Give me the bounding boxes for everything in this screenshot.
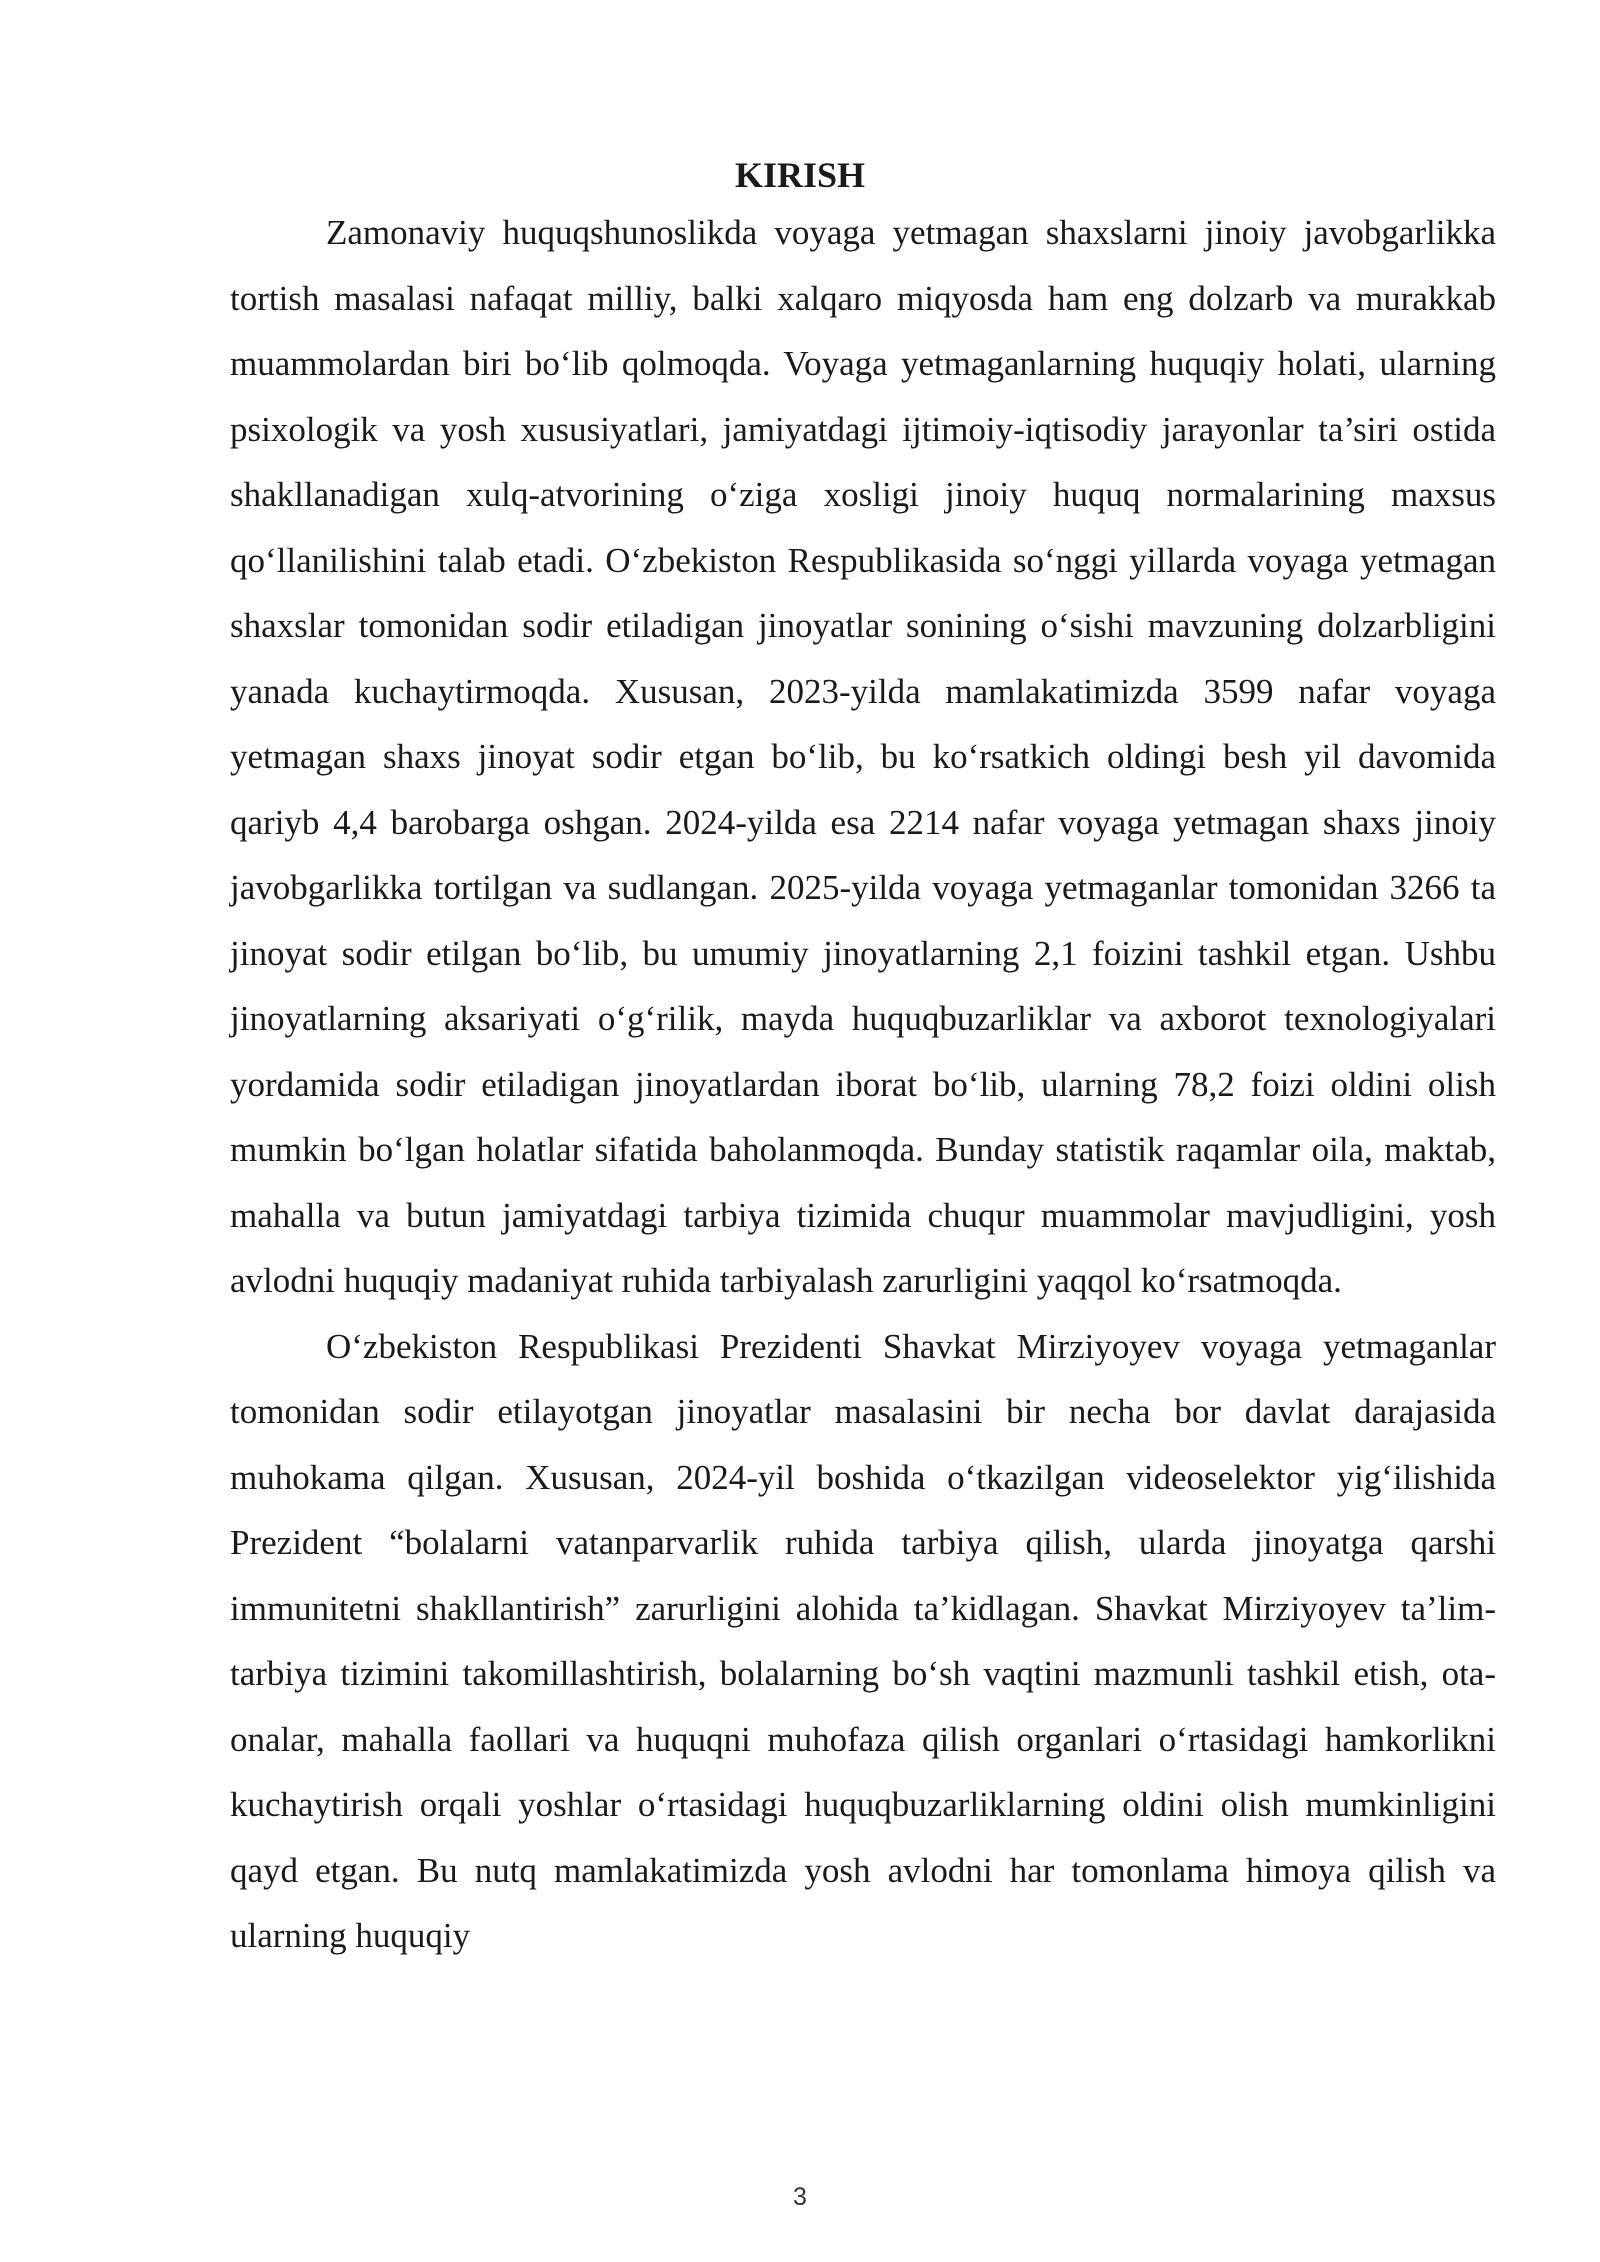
body-text: [230, 200, 1496, 1969]
page-number: 3: [793, 2183, 807, 2211]
section-heading: KIRISH: [734, 155, 866, 195]
paragraph-intro: Zamonaviy huquqshunoslikda voyaga yetmagan shaxslarni jinoiy javobgarlikka tortish masalasi nafaqat milliy, balki xalqaro miqyosda ham eng dolzarb va murakkab muammolardan biri bo‘lib qolmoqda. Voyaga yetmaganlarning huquqiy holati, ularning psixologik va yosh xususiyatlari, jamiyatdagi ijtimoiy-iqtisodiy jarayonlar ta’siri ostida shakllanadigan xulq-atvorining o‘ziga xosligi jinoiy huquq normalarining maxsus qo‘llanilishini talab etadi. O‘zbekiston Respublikasida so‘nggi yillarda voyaga yetmagan shaxslar tomonidan sodir etiladigan jinoyatlar sonining o‘sishi mavzuning dolzarbligini yanada kuchaytirmoqda. Xususan, 2023-yilda mamlakatimizda 3599 nafar voyaga yetmagan shaxs jinoyat sodir etgan bo‘lib, bu ko‘rsatkich oldingi besh yil davomida qariyb 4,4 barobarga oshgan. 2024-yilda esa 2214 nafar voyaga yetmagan shaxs jinoiy javobgarlikka tortilgan va sudlangan. 2025-yilda voyaga yetmaganlar tomonidan 3266 ta jinoyat sodir etilgan bo‘lib, bu umumiy jinoyatlarning 2,1 foizini tashkil etgan. Ushbu jinoyatlarning aksariyati o‘g‘rilik, mayda huquqbuzarliklar va axborot texnologiyalari yordamida sodir etiladigan jinoyatlardan iborat bo‘lib, ularning 78,2 foizi oldini olish mumkin bo‘lgan holatlar sifatida baholanmoqda. Bunday statistik raqamlar oila, maktab, mahalla va butun jamiyatdagi tarbiya tizimida chuqur muammolar mavjudligini, yosh avlodni huquqiy madaniyat ruhida tarbiyalash zarurligini yaqqol ko‘rsatmoqda.: [230, 213, 1496, 1300]
paragraph-president: O‘zbekiston Respublikasi Prezidenti Shavkat Mirziyoyev voyaga yetmaganlar tomonidan sodir etilayotgan jinoyatlar masalasini bir necha bor davlat darajasida muhokama qilgan. Xususan, 2024-yil boshida o‘tkazilgan videoselektor yig‘ilishida Prezident “bolalarni vatanparvarlik ruhida tarbiya qilish, ularda jinoyatga qarshi immunitetni shakllantirish” zarurligini alohida ta’kidlagan. Shavkat Mirziyoyev ta’lim-tarbiya tizimini takomillashtirish, bolalarning bo‘sh vaqtini mazmunli tashkil etish, ota-onalar, mahalla faollari va huquqni muhofaza qilish organlari o‘rtasidagi hamkorlikni kuchaytirish orqali yoshlar o‘rtasidagi huquqbuzarliklarning oldini olish mumkinligini qayd etgan. Bu nutq mamlakatimizda yosh avlodni har tomonlama himoya qilish va ularning huquqiy: [230, 1326, 1496, 1955]
